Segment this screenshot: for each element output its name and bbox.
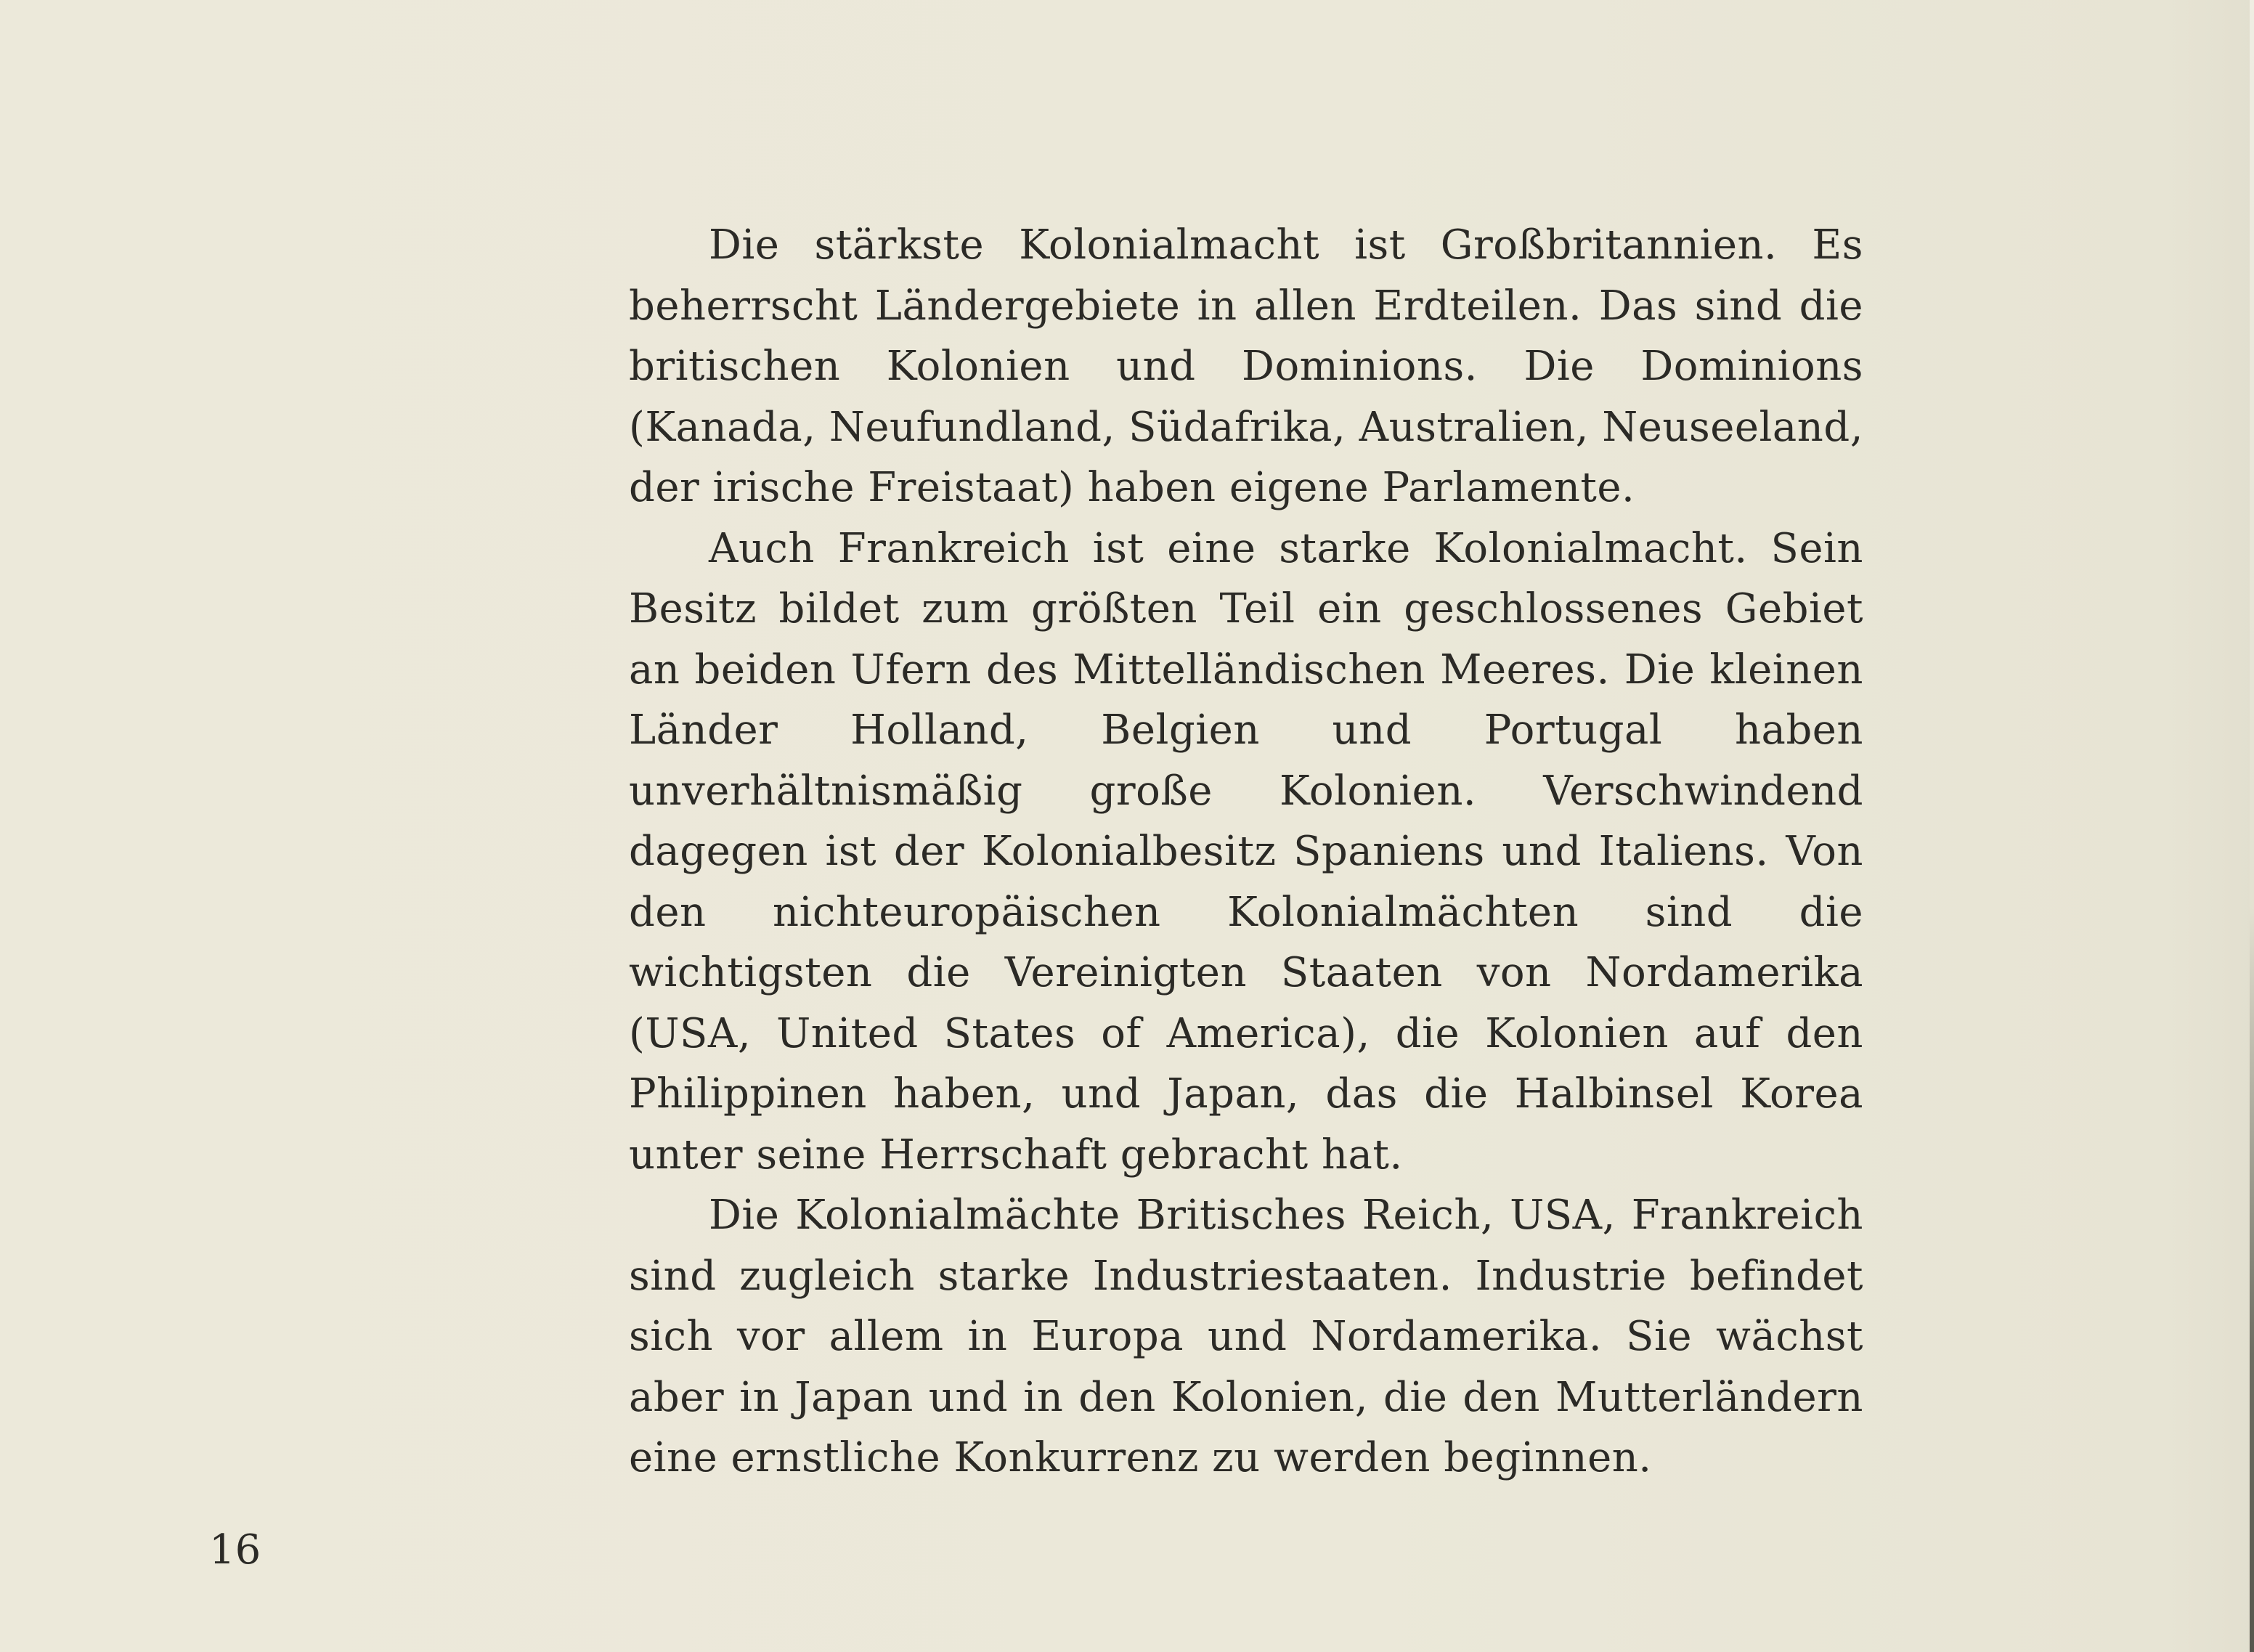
paragraph-industrial-states: Die Kolonialmächte Britisches Reich, USA, Frankreich sind zugleich starke Industriestaaten. Industrie befindet sich vor allem in Europa und Nordamerika. Sie wächst aber in Japan und in den Kolonien, die den Mutterländern eine ernstliche Konkurrenz zu werden beginnen.	[629, 1192, 1863, 1481]
page-edge-shadow	[2250, 0, 2254, 1652]
paragraph-colonial-powers-others: Auch Frankreich ist eine starke Kolonialmacht. Sein Besitz bildet zum größten Teil ein geschlossenes Gebiet an beiden Ufern des Mittelländischen Meeres. Die kleinen Länder Holland, Belgien und Portugal haben unverhältnismäßig große Kolonien. Verschwindend dagegen ist der Kolonialbesitz Spaniens und Italiens. Von den nichteuropäischen Kolonialmächten sind die wichtigsten die Vereinigten Staaten von Nordamerika (USA, United States of America), die Kolonien auf den Philippinen haben, und Japan, das die Halbinsel Korea unter seine Herrschaft gebracht hat.	[629, 524, 1863, 1179]
body-text	[629, 215, 1863, 1489]
paragraph-colonial-powers-britain: Die stärkste Kolonialmacht ist Großbritannien. Es beherrscht Ländergebiete in allen Erdteilen. Das sind die britischen Kolonien und Dominions. Die Dominions (Kanada, Neufundland, Südafrika, Australien, Neuseeland, der irische Freistaat) haben eigene Parlamente.	[629, 221, 1863, 511]
page-number: 16	[209, 1526, 261, 1574]
